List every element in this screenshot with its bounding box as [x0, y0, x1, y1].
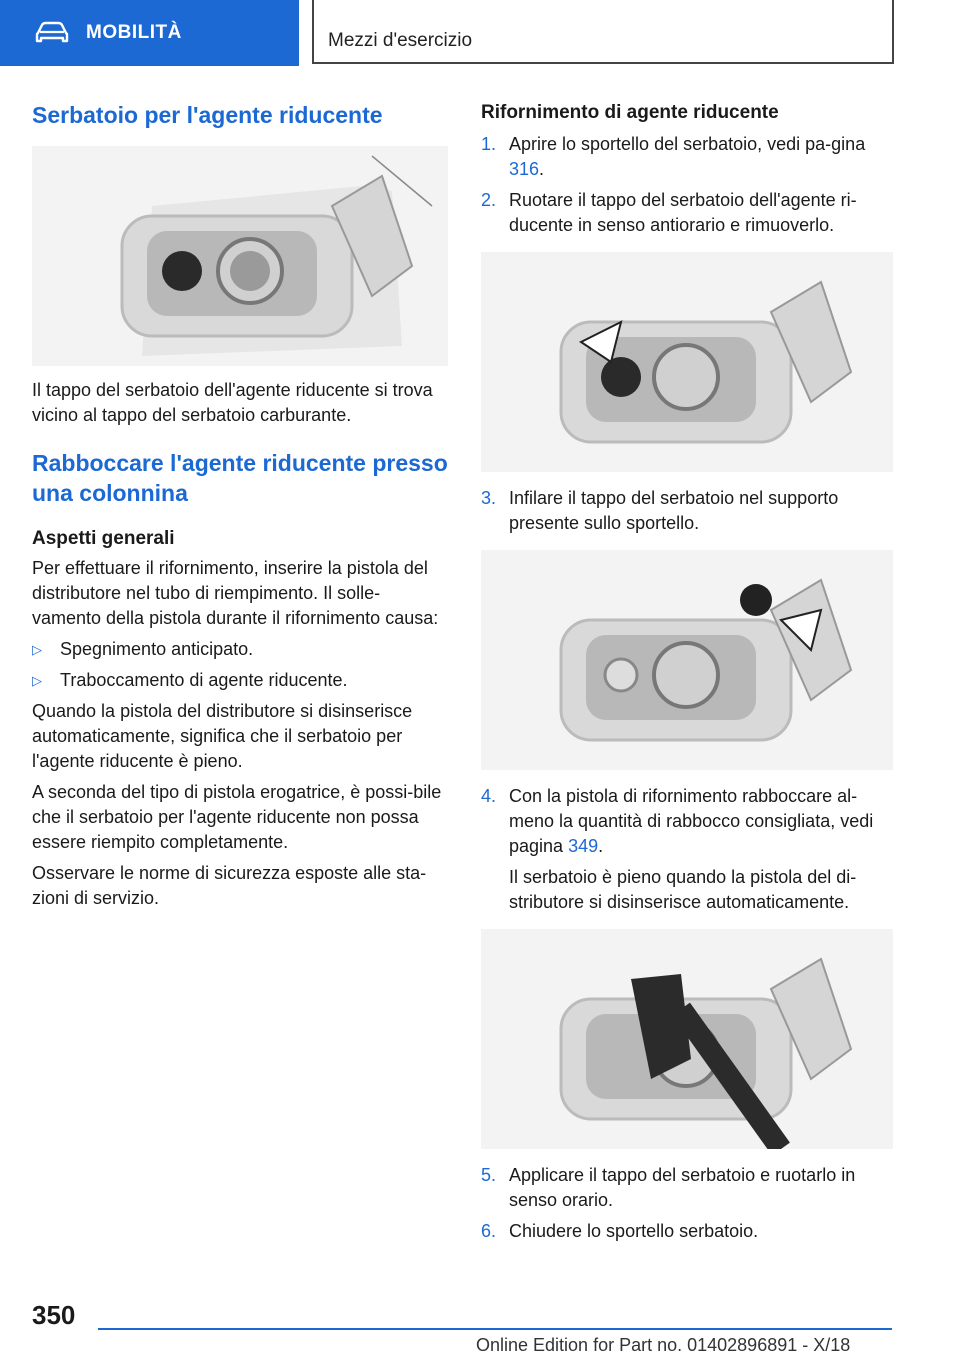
- page-link[interactable]: 316: [509, 159, 540, 179]
- figure-nozzle: [481, 929, 893, 1149]
- page-number: 350: [32, 1300, 76, 1330]
- chapter-header: [312, 0, 894, 64]
- footer-divider: [98, 1328, 892, 1330]
- right-column: [481, 100, 893, 1250]
- step-item: 5. Applicare il tappo del serbatoio e ruotarlo in senso orario.: [481, 1165, 856, 1210]
- paragraph-4: Osservare le norme di sicurezza esposte alle sta-zioni di servizio.: [32, 863, 427, 908]
- paragraph-3: A seconda del tipo di pistola erogatrice, è possi-bile che il serbatoio per l'agente riducente non possa essere riempito completamente.: [32, 782, 442, 852]
- left-column: [32, 100, 448, 911]
- triangle-bullet-icon: ▷: [32, 642, 42, 657]
- figure-caption: Il tappo del serbatoio dell'agente riducente si trova vicino al tappo del serbatoio carburante.: [32, 380, 433, 425]
- step-note: Il serbatoio è pieno quando la pistola del di-stributore si disinserisce automaticamente.: [509, 867, 857, 912]
- figure-tank-cap: [32, 146, 448, 366]
- section-label: MOBILITÀ: [86, 22, 182, 43]
- paragraph-1: Per effettuare il rifornimento, inserire la pistola del distributore nel tubo di riempimento. Il solle-vamento della pistola durante il rifornimento causa:: [32, 558, 439, 628]
- car-icon: [34, 21, 70, 45]
- paragraph-2: Quando la pistola del distributore si disinserisce automaticamente, significa che il serbatoio per l'agente riducente è pieno.: [32, 701, 413, 771]
- step-item: 3. Infilare il tappo del serbatoio nel supporto presente sullo sportello.: [481, 488, 839, 533]
- page-link[interactable]: 349: [568, 836, 599, 856]
- section-tab[interactable]: [0, 0, 299, 66]
- section-title: Serbatoio per l'agente riducente: [32, 102, 383, 128]
- refill-title: Rifornimento di agente riducente: [481, 102, 779, 123]
- step-item: 6. Chiudere lo sportello serbatoio.: [481, 1221, 759, 1241]
- bullet-item: ▷ Traboccamento di agente riducente.: [32, 668, 448, 693]
- figure-cap-holder: [481, 550, 893, 770]
- chapter-title: Mezzi d'esercizio: [328, 30, 473, 51]
- section-title-2: Rabboccare l'agente riducente presso una colonnina: [32, 450, 448, 506]
- step-item: 2. Ruotare il tappo del serbatoio dell'agente ri-ducente in senso antiorario e rimuoverlo.: [481, 190, 857, 235]
- step-item: 4. Con la pistola di rifornimento rabboccare al-meno la quantità di rabbocco consigliata, vedi pagina 349.: [481, 786, 874, 856]
- footer-edition: Online Edition for Part no. 01402896891 - X/18: [476, 1335, 851, 1355]
- triangle-bullet-icon: ▷: [32, 673, 42, 688]
- step-item: 1. Aprire lo sportello del serbatoio, vedi pa-gina 316.: [481, 134, 866, 179]
- bullet-item: ▷ Spegnimento anticipato.: [32, 637, 448, 662]
- figure-rotate-cap: [481, 252, 893, 472]
- subtitle-general: Aspetti generali: [32, 528, 175, 549]
